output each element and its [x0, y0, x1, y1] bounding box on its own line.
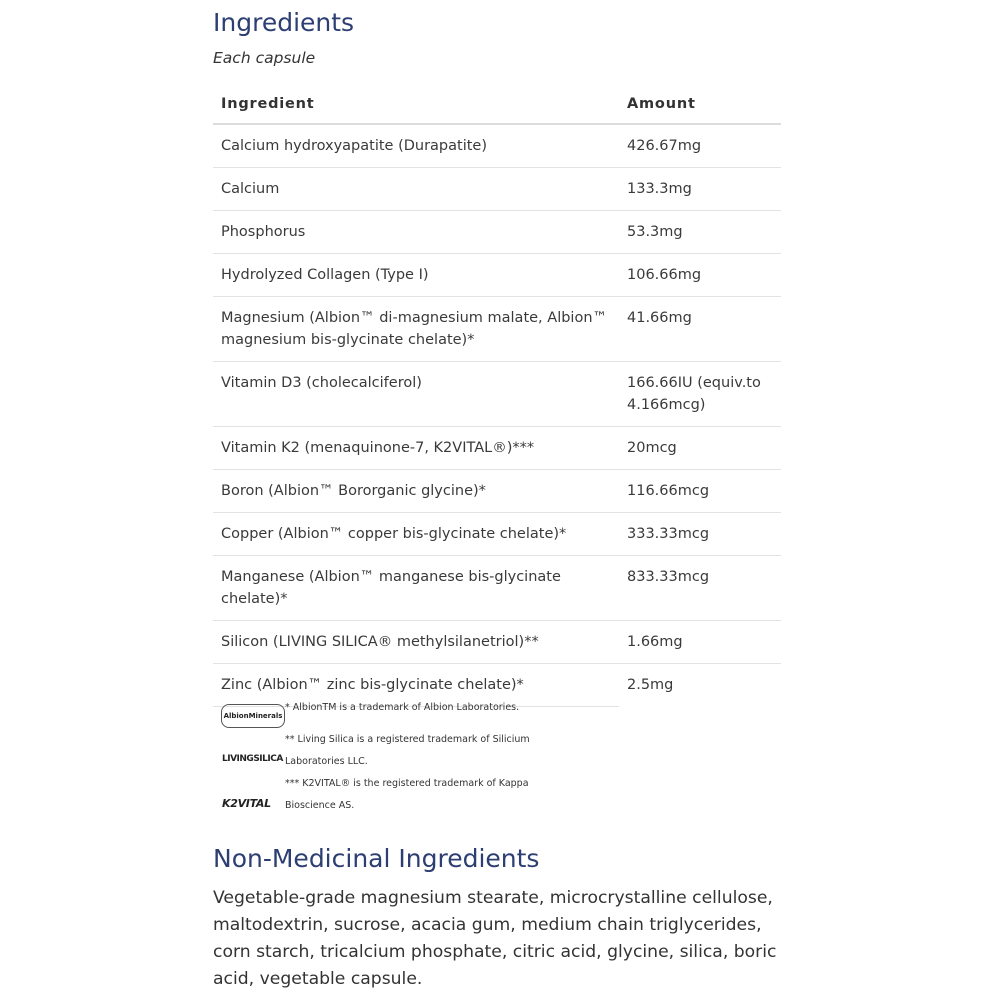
ingredient-name: Magnesium (Albion™ di-magnesium malate, Albion™ magnesium bis-glycinate chelate)* — [213, 297, 619, 362]
ingredient-name: Vitamin K2 (menaquinone-7, K2VITAL®)*** — [213, 427, 619, 470]
table-row — [213, 362, 781, 427]
ingredient-name: Calcium hydroxyapatite (Durapatite) — [213, 124, 619, 168]
footnote-living-silica: ** Living Silica is a registered trademark of Silicium — [285, 734, 530, 745]
footnote-albion: * AlbionTM is a trademark of Albion Laboratories. — [285, 702, 520, 713]
ingredient-amount: 2.5mg — [627, 677, 674, 693]
table-row — [213, 124, 781, 168]
living-silica-logo: LIVINGSILICA — [222, 754, 283, 764]
ingredient-amount: 333.33mcg — [619, 513, 781, 556]
ingredient-name: Manganese (Albion™ manganese bis-glycinate chelate)* — [213, 556, 619, 621]
table-row — [213, 254, 781, 297]
ingredient-amount: 833.33mcg — [619, 556, 781, 621]
ingredients-table — [213, 86, 781, 707]
ingredient-name: Boron (Albion™ Bororganic glycine)* — [213, 470, 619, 513]
ingredient-amount: 106.66mg — [619, 254, 781, 297]
footnote-k2vital: *** K2VITAL® is the registered trademark of Kappa — [285, 778, 529, 789]
ingredient-amount: 1.66mg — [619, 621, 781, 664]
table-row — [213, 556, 781, 621]
ingredient-name: Calcium — [213, 168, 619, 211]
ingredient-amount: 426.67mg — [619, 124, 781, 168]
ingredient-amount: 20mcg — [619, 427, 781, 470]
table-row — [213, 513, 781, 556]
ingredient-amount: 53.3mg — [619, 211, 781, 254]
ingredient-amount: 133.3mg — [619, 168, 781, 211]
ingredient-name: Vitamin D3 (cholecalciferol) — [213, 362, 619, 427]
table-header-row — [213, 86, 781, 124]
non-medicinal-heading: Non-Medicinal Ingredients — [213, 844, 540, 873]
footnote-k2vital-cont: Bioscience AS. — [285, 800, 355, 811]
ingredient-amount: 166.66IU (equiv.to 4.166mcg) — [619, 362, 781, 427]
table-row — [213, 297, 781, 362]
albion-minerals-logo: AlbionMinerals — [221, 704, 285, 728]
ingredients-subtitle: Each capsule — [213, 49, 316, 67]
ingredient-name: Hydrolyzed Collagen (Type I) — [213, 254, 619, 297]
table-row — [213, 621, 781, 664]
table-row — [213, 168, 781, 211]
ingredient-name: Silicon (LIVING SILICA® methylsilanetriol)** — [213, 621, 619, 664]
column-header-amount: Amount — [619, 86, 781, 124]
ingredient-amount: 116.66mcg — [619, 470, 781, 513]
trademark-footnotes — [213, 694, 613, 814]
table-row — [213, 427, 781, 470]
k2vital-logo: K2VITAL — [222, 797, 271, 810]
ingredient-name: Copper (Albion™ copper bis-glycinate chelate)* — [213, 513, 619, 556]
non-medicinal-text: Vegetable-grade magnesium stearate, microcrystalline cellulose, maltodextrin, sucrose, acacia gum, medium chain triglycerides, corn starch, tricalcium phosphate, citric acid, glycine, silica, boric acid, vegetable capsule. — [213, 888, 777, 989]
ingredient-amount: 41.66mg — [619, 297, 781, 362]
ingredients-heading: Ingredients — [213, 8, 355, 37]
table-row — [213, 470, 781, 513]
footnote-living-silica-cont: Laboratories LLC. — [285, 756, 368, 767]
column-header-ingredient: Ingredient — [213, 86, 619, 124]
ingredient-name: Phosphorus — [213, 211, 619, 254]
ingredient-name: Zinc (Albion™ zinc bis-glycinate chelate)* — [213, 664, 619, 707]
table-row — [213, 211, 781, 254]
